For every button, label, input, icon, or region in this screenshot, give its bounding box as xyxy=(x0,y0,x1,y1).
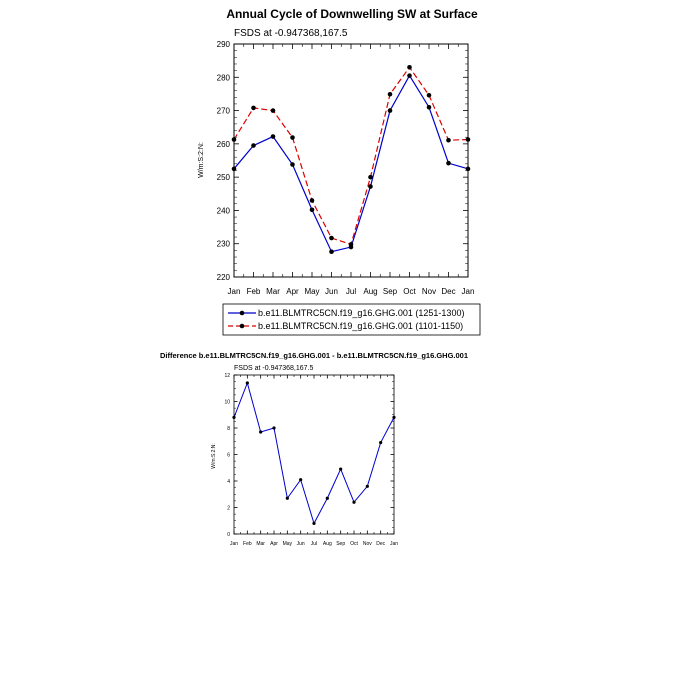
plot-frame xyxy=(234,44,468,277)
y-tick-label: 220 xyxy=(216,273,230,282)
data-point-series-1 xyxy=(271,134,276,139)
x-tick-label: Nov xyxy=(421,287,437,296)
annual-cycle-panel xyxy=(198,7,480,335)
chart-subtitle: FSDS at -0.947368,167.5 xyxy=(234,28,348,39)
y-tick-label: 230 xyxy=(216,239,230,249)
difference-y-tick-label: 12 xyxy=(224,373,230,379)
difference-x-tick-label: Jan xyxy=(389,541,399,547)
difference-y-tick-label: 4 xyxy=(227,479,230,485)
difference-data-point-series-1 xyxy=(352,501,355,504)
data-point-series-2 xyxy=(271,108,276,113)
data-point-series-1 xyxy=(251,143,256,148)
x-tick-label: Sep xyxy=(382,287,398,296)
tick-marks xyxy=(234,44,468,277)
difference-data-point-series-1 xyxy=(299,478,302,481)
data-point-series-2 xyxy=(407,65,412,70)
data-point-series-1 xyxy=(427,105,432,110)
data-point-series-2 xyxy=(388,92,393,97)
y-tick-label: 260 xyxy=(216,139,230,149)
data-point-series-2 xyxy=(329,236,334,241)
x-tick-label: Jan xyxy=(227,287,241,296)
difference-series-line-1 xyxy=(234,383,394,523)
difference-data-point-series-1 xyxy=(379,441,382,444)
x-tick-label: Aug xyxy=(363,287,378,296)
y-tick-label: 250 xyxy=(216,173,230,183)
difference-tick-marks xyxy=(234,375,394,534)
difference-y-tick-labels xyxy=(224,373,230,538)
difference-series-points xyxy=(232,381,395,525)
y-tick-label: 270 xyxy=(216,106,230,116)
x-tick-label: Feb xyxy=(246,287,261,296)
y-tick-label: 290 xyxy=(216,40,230,49)
difference-y-tick-label: 10 xyxy=(224,399,230,406)
data-point-series-1 xyxy=(368,184,373,189)
legend xyxy=(223,304,480,335)
difference-y-tick-label: 8 xyxy=(227,426,230,432)
difference-data-point-series-1 xyxy=(272,426,275,429)
difference-x-tick-label: Nov xyxy=(362,541,372,547)
difference-x-tick-label: Aug xyxy=(322,541,332,547)
series-lines xyxy=(234,67,468,251)
difference-x-tick-label: Jun xyxy=(296,541,305,547)
y-tick-label: 280 xyxy=(216,73,230,83)
difference-data-point-series-1 xyxy=(326,497,329,500)
data-point-series-1 xyxy=(329,249,334,254)
difference-y-tick-label: 2 xyxy=(227,505,230,512)
difference-y-tick-label: 0 xyxy=(227,532,230,538)
x-tick-label: Jun xyxy=(325,287,338,296)
x-tick-label: Apr xyxy=(286,287,299,296)
difference-x-tick-label: Oct xyxy=(350,541,358,547)
data-point-series-2 xyxy=(310,198,315,203)
data-point-series-1 xyxy=(290,162,295,167)
difference-x-tick-label: Jul xyxy=(310,541,318,547)
data-point-series-2 xyxy=(368,175,373,180)
x-tick-label: May xyxy=(304,287,320,296)
difference-plot-frame xyxy=(234,375,394,534)
difference-x-tick-label: Dec xyxy=(376,541,386,547)
x-tick-label: Jul xyxy=(345,287,357,296)
x-tick-label: Mar xyxy=(266,287,280,296)
y-tick-label: 240 xyxy=(216,206,230,216)
difference-title: Difference b.e11.BLMTRC5CN.f19_g16.GHG.001 - b.e11.BLMTRC5CN.f19_g16.GHG.001 xyxy=(159,351,469,360)
difference-x-tick-label: Jan xyxy=(229,541,239,547)
data-point-series-2 xyxy=(290,135,295,140)
difference-panel xyxy=(160,351,468,547)
data-point-series-2 xyxy=(251,106,256,111)
legend-label-series-2: b.e11.BLMTRC5CN.f19_g16.GHG.001 (1101-1150) xyxy=(258,321,464,331)
difference-x-tick-label: Apr xyxy=(270,541,278,547)
difference-data-point-series-1 xyxy=(259,430,262,433)
difference-y-tick-label: 6 xyxy=(227,452,230,459)
difference-x-tick-label: Sep xyxy=(336,541,346,547)
difference-data-point-series-1 xyxy=(246,381,249,384)
difference-data-point-series-1 xyxy=(366,485,369,488)
data-point-series-1 xyxy=(388,108,393,113)
difference-data-point-series-1 xyxy=(286,497,289,500)
difference-data-point-series-1 xyxy=(339,467,342,470)
legend-label-series-1: b.e11.BLMTRC5CN.f19_g16.GHG.001 (1251-1300) xyxy=(258,308,465,318)
x-tick-label: Dec xyxy=(441,287,456,296)
data-point-series-1 xyxy=(407,73,412,78)
difference-y-axis-label: W/m:S:2:N: xyxy=(211,443,217,469)
data-point-series-2 xyxy=(349,242,354,247)
data-point-series-1 xyxy=(446,161,451,166)
difference-x-tick-label: May xyxy=(282,541,293,547)
y-tick-labels xyxy=(217,40,231,282)
difference-subtitle: FSDS at -0.947368,167.5 xyxy=(234,365,314,372)
data-point-series-2 xyxy=(427,93,432,98)
difference-series-lines xyxy=(234,383,394,523)
difference-x-tick-label: Mar xyxy=(256,541,265,547)
chart-title: Annual Cycle of Downwelling SW at Surface xyxy=(226,7,478,21)
difference-data-point-series-1 xyxy=(312,522,315,525)
x-tick-label: Oct xyxy=(403,287,416,296)
difference-x-tick-labels xyxy=(230,541,398,547)
data-point-series-2 xyxy=(446,138,451,143)
series-line-2 xyxy=(234,67,468,244)
legend-marker-series-2 xyxy=(240,324,245,329)
x-tick-labels xyxy=(228,287,475,296)
data-point-series-1 xyxy=(310,207,315,212)
y-axis-label: W/m:S:2:N: xyxy=(198,142,205,178)
series-line-1 xyxy=(234,76,468,252)
series-points xyxy=(232,65,471,254)
difference-x-tick-label: Feb xyxy=(243,541,252,547)
x-tick-label: Jan xyxy=(461,287,475,296)
legend-marker-series-1 xyxy=(240,311,245,316)
